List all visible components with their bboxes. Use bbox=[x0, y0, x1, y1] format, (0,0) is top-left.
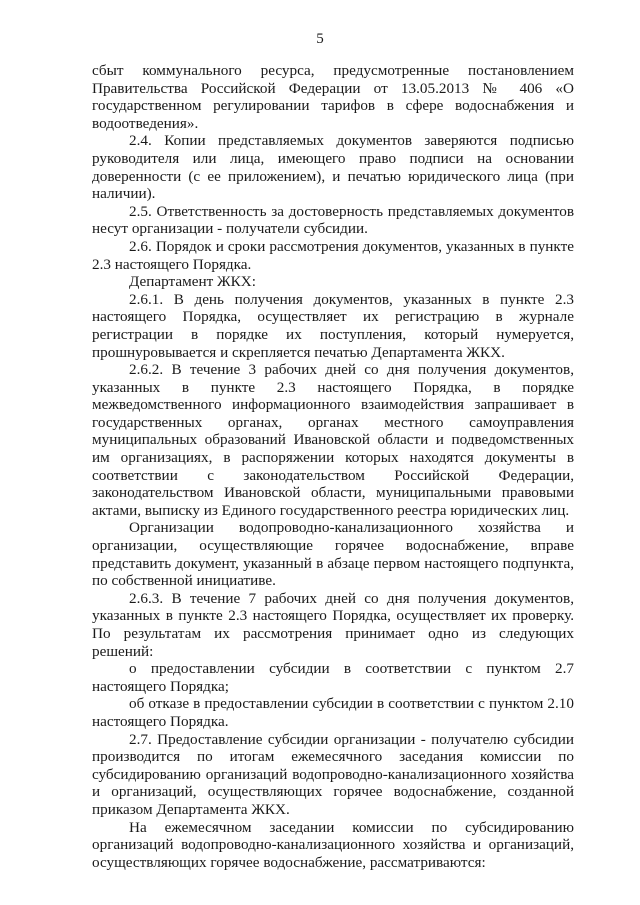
paragraph-department: Департамент ЖКХ: bbox=[129, 273, 256, 291]
paragraph-2-7: 2.7. Предоставление субсидии организации - получателю субсидии производится по итогам ежемесячного заседания комиссии по субсидированию организаций водопроводно-канализационного хозяйства и организаций, осуществляющих горячее водоснабжение, созданной приказом Департамента ЖКХ. bbox=[92, 730, 574, 818]
paragraph-2-4: 2.4. Копии представляемых документов заверяются подписью руководителя или лица, имеющего право подписи на основании доверенности (с ее приложением), и печатью юридического лица (при наличии). bbox=[92, 132, 574, 203]
paragraph-2-6: 2.6. Порядок и сроки рассмотрения документов, указанных в пункте 2.3 настоящего Порядка. bbox=[92, 237, 574, 273]
paragraph-2-6-3: 2.6.3. В течение 7 рабочих дней со дня получения документов, указанных в пункте 2.3 настоящего Порядка, осуществляет их проверку. По результатам их рассмотрения принимает одно из следующих решений: bbox=[92, 589, 574, 660]
document-body bbox=[92, 62, 574, 871]
paragraph-decision-refuse: об отказе в предоставлении субсидии в соответствии с пунктом 2.10 настоящего Порядка. bbox=[92, 695, 574, 730]
page-number: 5 bbox=[316, 31, 324, 47]
paragraph-decision-grant: о предоставлении субсидии в соответствии с пунктом 2.7 настоящего Порядка; bbox=[92, 660, 574, 695]
paragraph-2-5: 2.5. Ответственность за достоверность представляемых документов несут организации - получатели субсидии. bbox=[92, 202, 574, 238]
paragraph-monthly-meeting: На ежемесячном заседании комиссии по субсидированию организаций водопроводно-канализационного хозяйства и организаций, осуществляющих горячее водоснабжение, рассматриваются: bbox=[92, 818, 574, 871]
paragraph-2-6-2: 2.6.2. В течение 3 рабочих дней со дня получения документов, указанных в пункте 2.3 настоящего Порядка, в порядке межведомственного информационного взаимодействия запрашивает в государственных органах, органах местного самоуправления муниципальных образований Ивановской области и подведомственных им организациях, в распоряжении которых находятся документы в соответствии с законодательством Российской Федерации, законодательством Ивановской области, муниципальными правовыми актами, выписку из Единого государственного реестра юридических лиц. bbox=[92, 361, 574, 519]
paragraph-own-initiative: Организации водопроводно-канализационного хозяйства и организации, осуществляющие горячее водоснабжение, вправе представить документ, указанный в абзаце первом настоящего подпункта, по собственной инициативе. bbox=[92, 519, 574, 590]
paragraph-continuation: сбыт коммунального ресурса, предусмотренные постановлением Правительства Российской Федерации от 13.05.2013 № 406 «О государственном регулировании тарифов в сфере водоснабжения и водоотведения». bbox=[92, 62, 574, 132]
paragraph-2-6-1: 2.6.1. В день получения документов, указанных в пункте 2.3 настоящего Порядка, осуществляет их регистрацию в журнале регистрации в порядке их поступления, который нумеруется, прошнуровывается и скрепляется печатью Департамента ЖКХ. bbox=[92, 290, 574, 361]
